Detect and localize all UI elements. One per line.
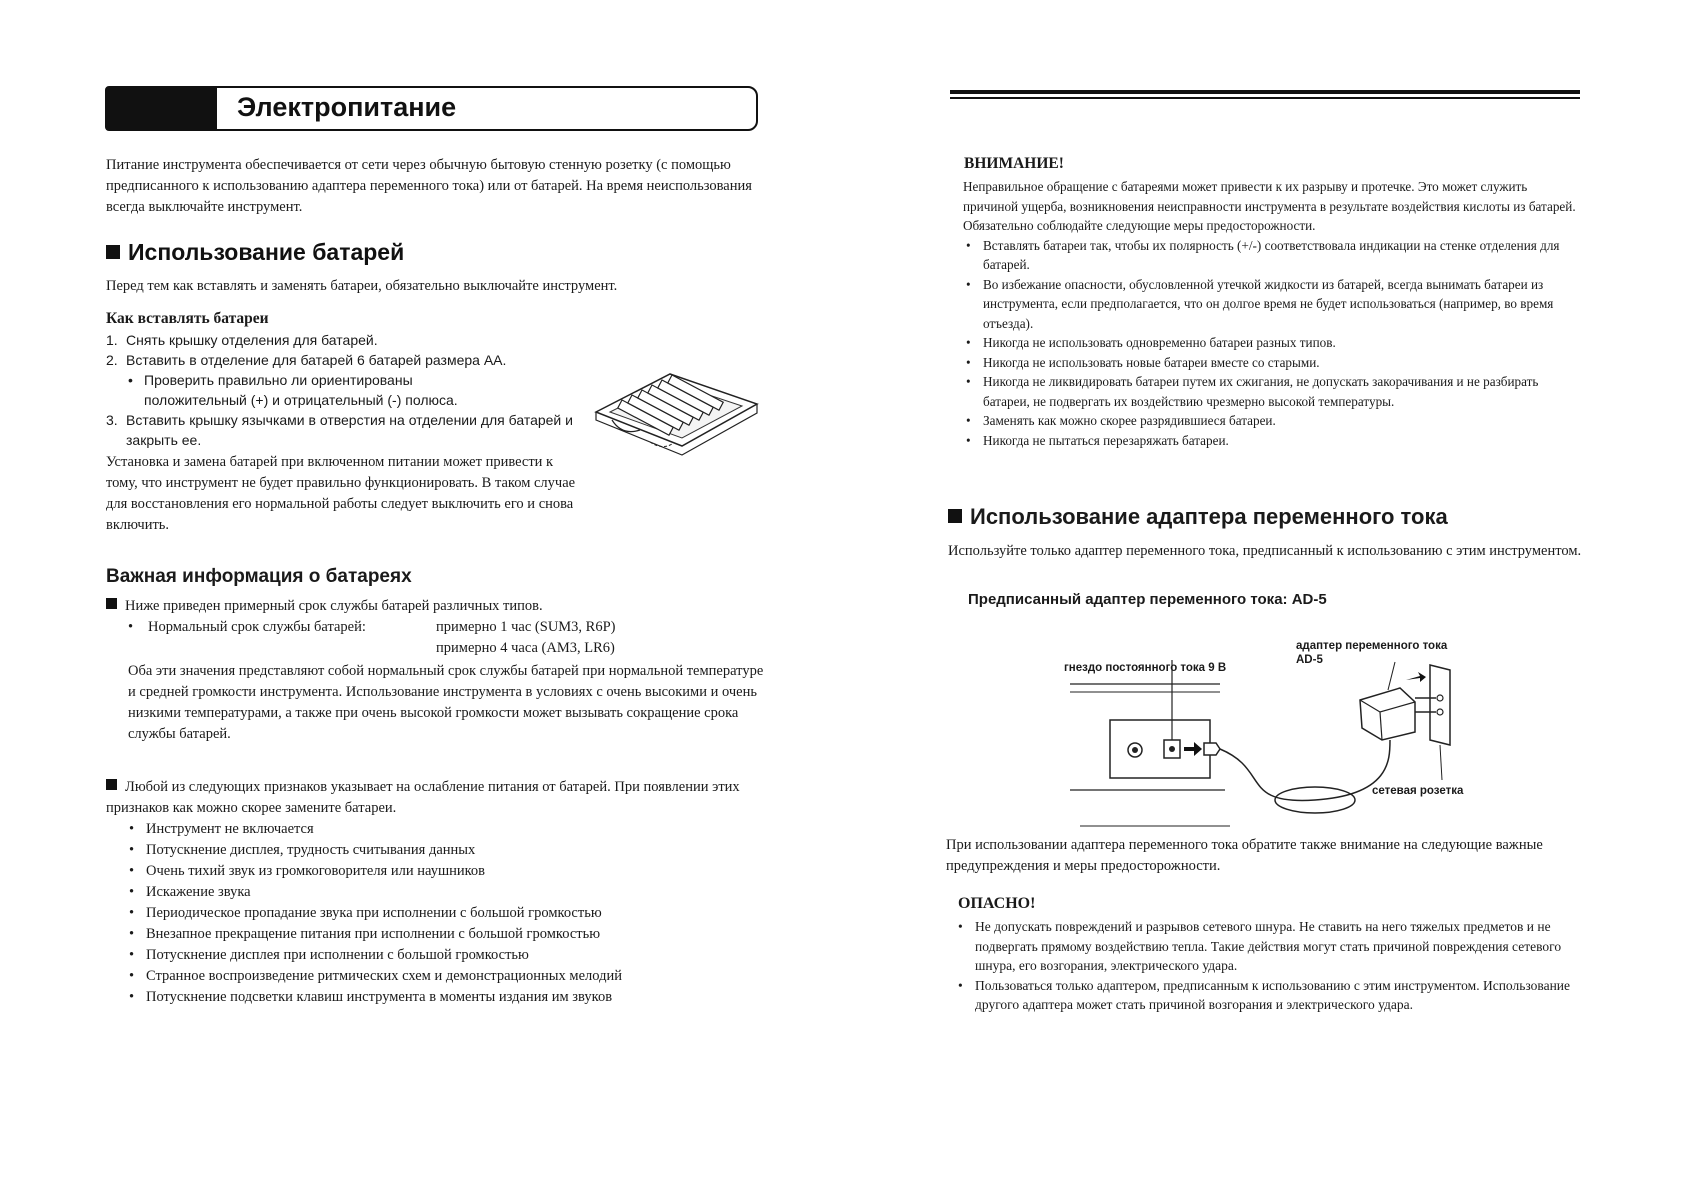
life-intro: Ниже приведен примерный срок службы батарей различных типов.	[106, 596, 766, 617]
list-item: • Заменять как можно скорее разрядившиеся батареи.	[963, 411, 1581, 431]
caution-block	[963, 177, 1581, 450]
battery-life-block	[106, 596, 766, 745]
danger-list	[955, 917, 1580, 1015]
top-rule-thick	[950, 90, 1580, 94]
list-item: • Искажение звука	[126, 882, 766, 903]
adapter-intro: Используйте только адаптер переменного тока, предписанный к использованию с этим инструментом.	[948, 543, 1582, 559]
section-header-bar	[105, 86, 758, 131]
list-item: • Вставлять батареи так, чтобы их полярность (+/-) соответствовала индикации на стенке отделения для батарей.	[963, 236, 1581, 275]
caution-heading: ВНИМАНИЕ!	[964, 155, 1064, 172]
list-item: • Во избежание опасности, обусловленной утечкой жидкости из батарей, всегда вынимать батареи из инструмента, если предполагается, что он долгое время не будет использоваться (например, во время отъезда).	[963, 275, 1581, 334]
list-item: • Потускнение дисплея при исполнении с большой громкостью	[126, 945, 766, 966]
adapter-heading: Использование адаптера переменного тока	[948, 504, 1448, 530]
label-outlet: сетевая розетка	[1372, 785, 1464, 797]
list-item: • Внезапное прекращение питания при исполнении с большой громкостью	[126, 924, 766, 945]
list-item: • Никогда не использовать одновременно батареи разных типов.	[963, 333, 1581, 353]
label-adapter: адаптер переменного тока	[1296, 640, 1448, 652]
life-value-1: примерно 1 час (SUM3, R6P)	[436, 619, 616, 635]
step-2: 2. Вставить в отделение для батарей 6 батарей размера АА.	[106, 352, 507, 368]
square-bullet-icon	[106, 598, 117, 609]
battery-compartment-illustration	[592, 360, 762, 470]
list-item: • Очень тихий звук из громкоговорителя или наушников	[126, 861, 766, 882]
page-title: Электропитание	[237, 92, 457, 122]
list-item: • Странное воспроизведение ритмических схем и демонстрационных мелодий	[126, 966, 766, 987]
caution-intro: Неправильное обращение с батареями может привести к их разрыву и протечке. Это может служить причиной ущерба, возникновения неисправности инструмента в результате воздействия кислоты из батарей. Обязательно соблюдайте следующие меры предосторожности.	[963, 179, 1576, 233]
list-item: • Не допускать повреждений и разрывов сетевого шнура. Не ставить на него тяжелых предметов и не подвергать прямому воздействию тепла. Такие действия могут стать причиной повреждения сетевого шнура, его возгорания, электрического удара.	[955, 917, 1580, 976]
list-item: • Периодическое пропадание звука при исполнении с большой громкостью	[126, 903, 766, 924]
list-item: • Никогда не ликвидировать батареи путем их сжигания, не допускать закорачивания и не разбирать батареи, не подвергать их воздействию чрезмерно высокой температуры.	[963, 372, 1581, 411]
adapter-note: При использовании адаптера переменного тока обратите также внимание на следующие важные предупреждения и меры предосторожности.	[946, 837, 1543, 874]
signs-block	[106, 777, 766, 1008]
step-3: 3. Вставить крышку язычками в отверстия на отделении для батарей и закрыть ее.	[106, 412, 573, 448]
label-adapter-model: AD-5	[1296, 654, 1323, 666]
list-item: • Потускнение подсветки клавиш инструмента в моменты издания им звуков	[126, 987, 766, 1008]
label-dc-jack: гнездо постоянного тока 9 В	[1064, 662, 1227, 674]
list-item: • Никогда не пытаться перезаряжать батареи.	[963, 431, 1581, 451]
caution-list	[963, 236, 1581, 451]
adapter-model: Предписанный адаптер переменного тока: AD-5	[968, 591, 1327, 608]
power-warning-paragraph: Установка и замена батарей при включенном питании может привести к тому, что инструмент не будет правильно функционировать. В таком случае для восстановления его нормальной работы следует выключить его и снова включить.	[106, 454, 576, 533]
list-item: • Пользоваться только адаптером, предписанным к использованию с этим инструментом. Использование другого адаптера может стать причиной возгорания и электрического удара.	[955, 976, 1580, 1015]
batteries-heading: Использование батарей	[106, 239, 404, 266]
install-steps	[106, 330, 576, 450]
square-bullet-icon	[948, 509, 962, 523]
step-1: 1. Снять крышку отделения для батарей.	[106, 332, 378, 348]
batteries-intro: Перед тем как вставлять и заменять батареи, обязательно выключайте инструмент.	[106, 278, 618, 294]
list-item: • Инструмент не включается	[126, 819, 766, 840]
list-item: • Потускнение дисплея, трудность считывания данных	[126, 840, 766, 861]
header-black-tab	[107, 88, 217, 129]
intro-paragraph: Питание инструмента обеспечивается от сети через обычную бытовую стенную розетку (с помощью предписанного к использованию адаптера переменного тока) или от батарей. На время неиспользования всегда выключайте инструмент.	[106, 157, 752, 215]
how-to-heading: Как вставлять батареи	[106, 310, 269, 327]
list-item: • Никогда не использовать новые батареи вместе со старыми.	[963, 353, 1581, 373]
life-note: Оба эти значения представляют собой нормальный срок службы батарей при нормальной температуре и средней громкости инструмента. Использование инструмента в условиях с очень высокими и очень низкими температурами, а также при очень высокой громкости может вызывать сокращение срока службы батарей.	[128, 663, 764, 742]
square-bullet-icon	[106, 779, 117, 790]
important-heading: Важная информация о батареях	[106, 566, 412, 587]
top-rule-thin	[950, 97, 1580, 99]
square-bullet-icon	[106, 245, 120, 259]
danger-heading: ОПАСНО!	[958, 895, 1036, 912]
signs-list	[106, 819, 766, 1008]
life-label: Нормальный срок службы батарей:	[148, 619, 366, 635]
step-2-note: • Проверить правильно ли ориентированы положительный (+) и отрицательный (-) полюса.	[128, 372, 458, 408]
life-value-2: примерно 4 часа (AM3, LR6)	[436, 640, 615, 656]
life-values: • Нормальный срок службы батарей: примерно 1 час (SUM3, R6P) примерно 4 часа (AM3, LR6)	[106, 617, 766, 659]
signs-intro: Любой из следующих признаков указывает на ослабление питания от батарей. При появлении этих признаков как можно скорее замените батареи.	[106, 779, 740, 816]
